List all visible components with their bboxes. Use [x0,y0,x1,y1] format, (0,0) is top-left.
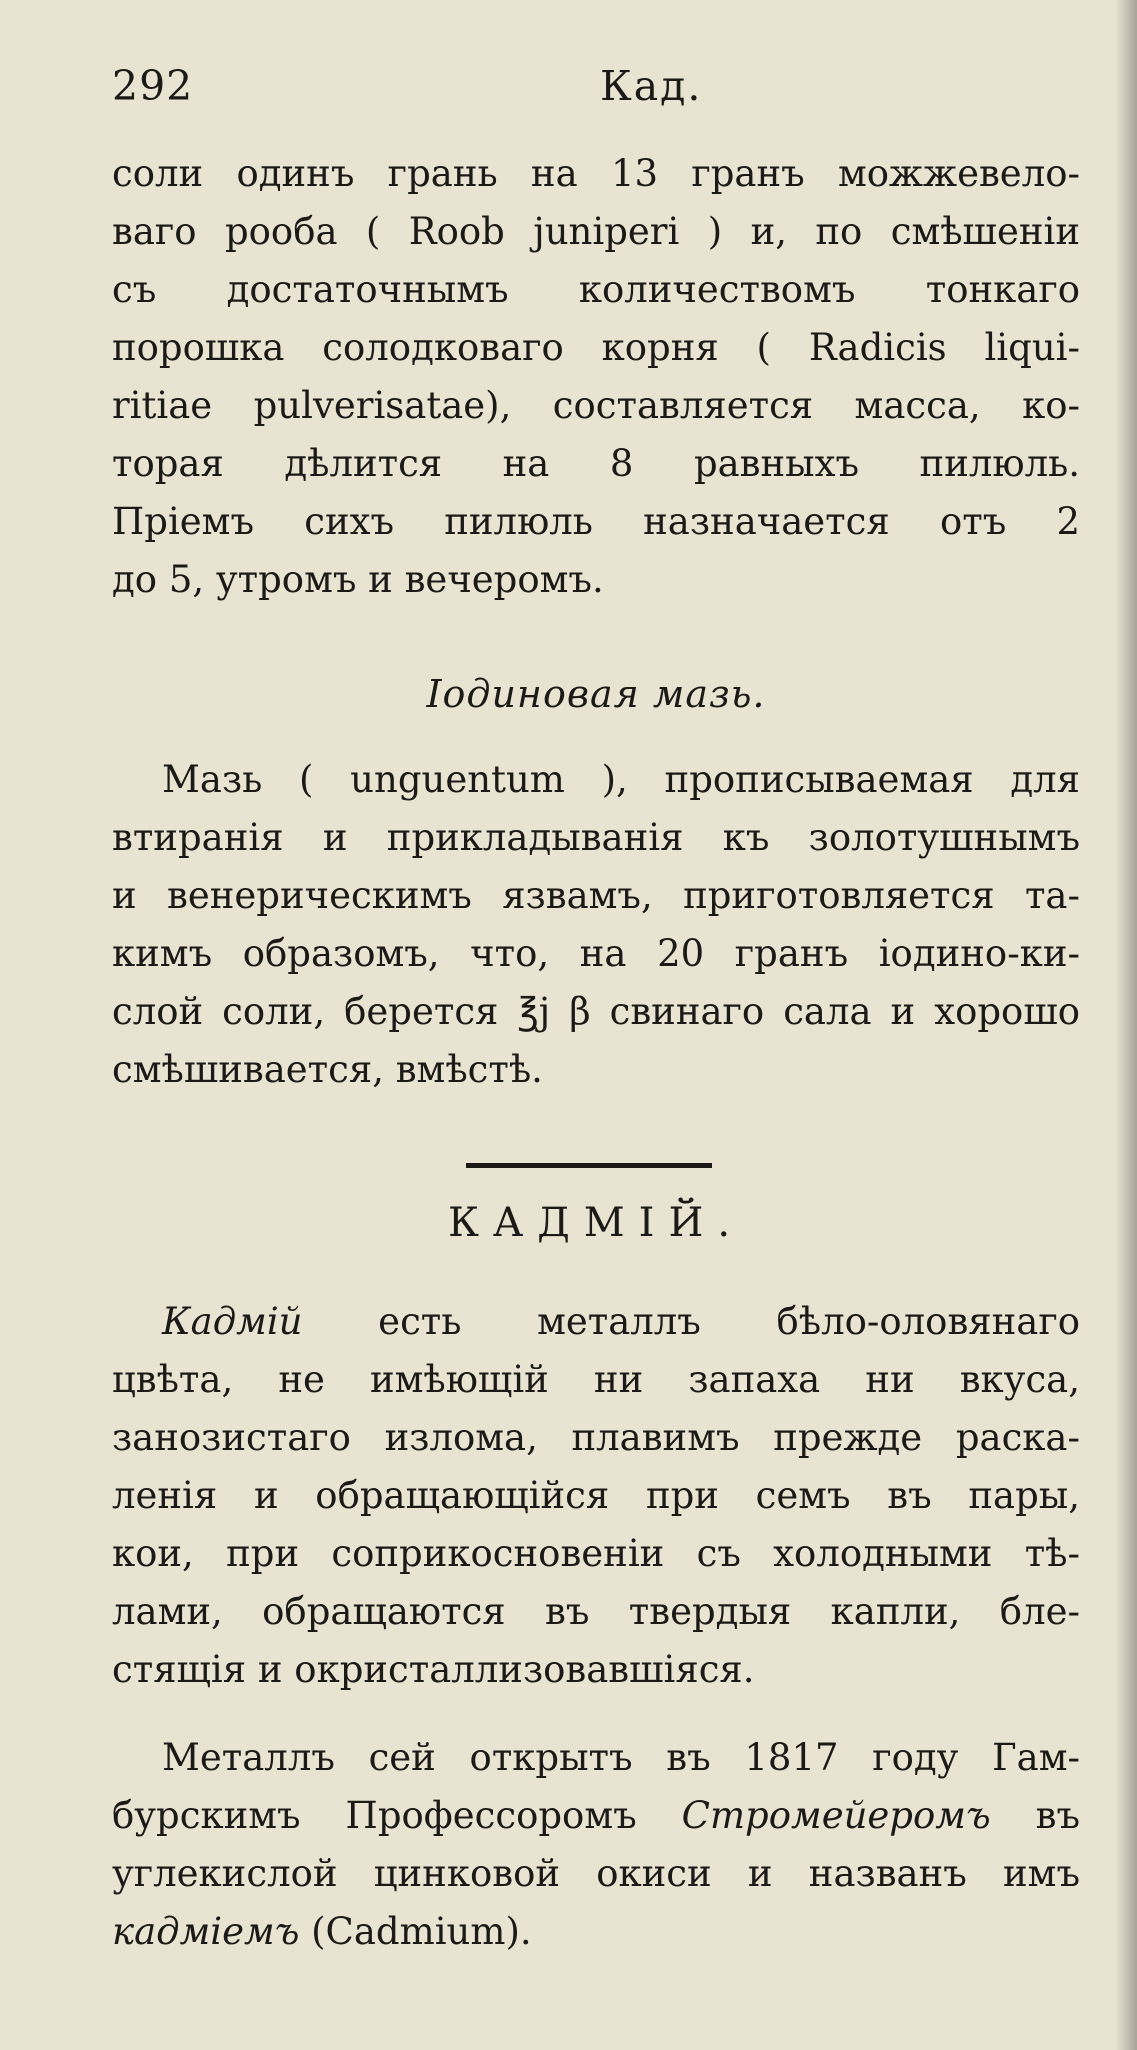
text-line: съ достаточнымъ количествомъ тонкаго [112,268,1080,311]
text-fragment: есть металлъ бѣло-оловянаго [302,1300,1080,1343]
text-line [112,1300,1080,1344]
text-line: порошка солодковаго корня ( Radicis liqui- [112,326,1080,369]
page-number: 292 [112,62,194,110]
text-line: Металлъ сей открытъ въ 1817 году Гам- [162,1736,1080,1779]
page-header [112,62,1080,118]
text-line [112,1794,1080,1838]
text-line: ленія и обращающійся при семъ въ пары, [112,1474,1080,1517]
text-line: стящія и окристаллизовавшіяся. [112,1648,755,1691]
text-line: слой соли, берется ℥j β свинаго сала и хорошо [112,990,1080,1033]
text-line: ritiae pulverisatae), составляется масса, ко- [112,384,1080,427]
text-line: углекислой цинковой окиси и названъ имъ [112,1852,1080,1895]
text-line: ваго рооба ( Roob juniperi ) и, по смѣшеніи [112,210,1080,253]
text-line: лами, обращаются въ твердыя капли, бле- [112,1590,1080,1633]
section-title-cadmium: КАДМІЙ. [447,1200,745,1246]
section-divider [466,1163,712,1168]
term-cadmium: Кадмій [162,1300,303,1343]
text-fragment: въ [990,1794,1080,1837]
text-line: торая дѣлится на 8 равныхъ пилюль. [112,442,1080,485]
text-line [112,1910,1080,1954]
text-fragment: (Cadmium). [299,1910,532,1953]
term-cadmiem: кадміемъ [112,1910,300,1953]
text-line: занозистаго излома, плавимъ прежде раска- [112,1416,1080,1459]
text-line: Мазь ( unguentum ), прописываемая для [162,758,1080,801]
subheading-iodine-ointment: Іодиновая мазь. [426,672,766,716]
text-line: кои, при соприкосновеніи съ холодными тѣ- [112,1532,1080,1575]
text-line: втиранія и прикладыванія къ золотушнымъ [112,816,1080,859]
page-edge-shadow [1115,0,1137,2050]
text-line: цвѣта, не имѣющій ни запаха ни вкуса, [112,1358,1080,1401]
text-line: смѣшивается, вмѣстѣ. [112,1048,543,1091]
text-line: соли одинъ грань на 13 гранъ можжевело- [112,152,1080,195]
text-fragment: бурскимъ Профессоромъ [112,1794,682,1837]
text-line: до 5, утромъ и вечеромъ. [112,558,604,601]
text-line: и венерическимъ язвамъ, приготовляется та- [112,874,1080,917]
name-stromeyer: Стромейеромъ [681,1794,991,1837]
text-line: Пріемъ сихъ пилюль назначается отъ 2 [112,500,1080,543]
text-line: кимъ образомъ, что, на 20 гранъ іодино-ки- [112,932,1080,975]
running-head: Кад. [600,62,703,110]
